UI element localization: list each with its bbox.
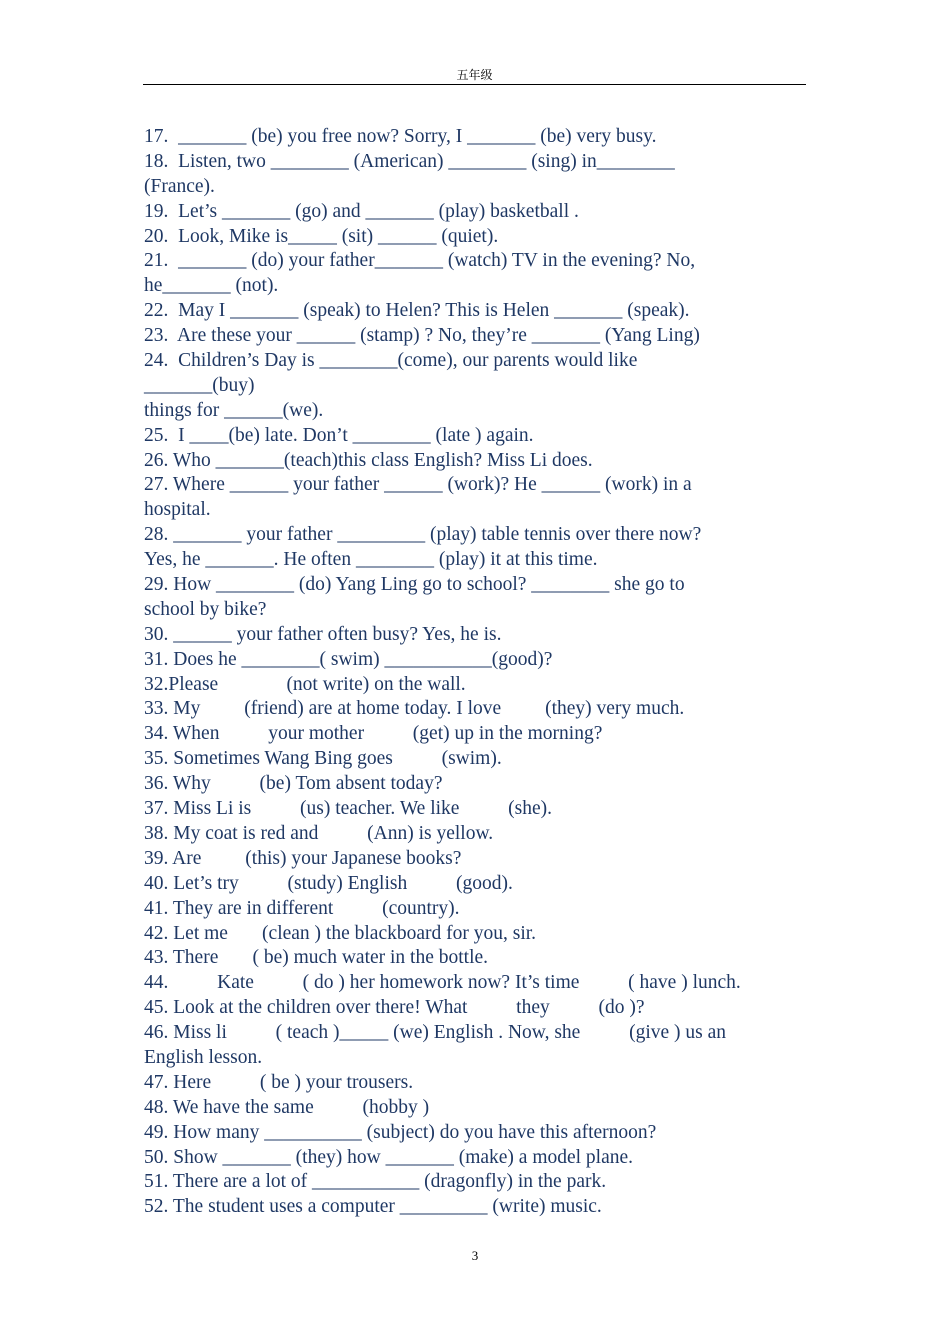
exercise-line: school by bike? xyxy=(144,598,267,620)
exercise-line: 33. My (friend) are at home today. I love (they) very much. xyxy=(144,698,685,720)
exercise-line: 45. Look at the children over there! What they (do )? xyxy=(144,997,645,1019)
page-number: 3 xyxy=(471,1248,479,1263)
exercise-line: 19. Let’s _______ (go) and _______ (play) basketball . xyxy=(144,200,579,222)
exercise-line: 51. There are a lot of ___________ (dragonfly) in the park. xyxy=(144,1171,607,1193)
exercise-line: things for ______(we). xyxy=(144,399,324,421)
exercise-line: 37. Miss Li is (us) teacher. We like (she). xyxy=(144,798,553,820)
exercise-line: 29. How ________ (do) Yang Ling go to school? ________ she go to xyxy=(144,574,685,596)
exercise-line: 49. How many __________ (subject) do you have this afternoon? xyxy=(144,1121,657,1143)
exercise-line: 23. Are these your ______ (stamp) ? No, they’re _______ (Yang Ling) xyxy=(144,325,700,347)
exercise-line: (France). xyxy=(144,175,215,197)
exercise-line: 24. Children’s Day is ________(come), our parents would like xyxy=(144,350,638,372)
exercise-line: 28. _______ your father _________ (play) table tennis over there now? xyxy=(144,524,702,546)
exercise-line: 44. Kate ( do ) her homework now? It’s time ( have ) lunch. xyxy=(144,972,741,994)
exercise-line: 21. _______ (do) your father_______ (watch) TV in the evening? No, xyxy=(144,250,696,272)
exercise-line: 30. ______ your father often busy? Yes, he is. xyxy=(144,623,502,645)
page-header-title: 五年级 xyxy=(456,68,493,82)
exercise-line: _______(buy) xyxy=(144,374,255,396)
exercise-line: 50. Show _______ (they) how _______ (make) a model plane. xyxy=(144,1146,634,1168)
exercise-line: 35. Sometimes Wang Bing goes (swim). xyxy=(144,748,502,770)
exercise-line: 48. We have the same (hobby ) xyxy=(144,1096,430,1118)
header-divider xyxy=(143,84,806,85)
exercise-line: Yes, he _______. He often ________ (play) it at this time. xyxy=(144,549,598,571)
exercise-line: 34. When your mother (get) up in the morning? xyxy=(144,723,603,745)
exercise-line: 20. Look, Mike is_____ (sit) ______ (quiet). xyxy=(144,225,499,247)
exercise-line: 25. I ____(be) late. Don’t ________ (late ) again. xyxy=(144,424,534,446)
exercise-line: 47. Here ( be ) your trousers. xyxy=(144,1071,414,1093)
exercise-list xyxy=(144,125,809,1220)
exercise-line: 32.Please (not write) on the wall. xyxy=(144,673,466,695)
exercise-line: 18. Listen, two ________ (American) ________ (sing) in________ xyxy=(144,150,675,172)
exercise-line: 41. They are in different (country). xyxy=(144,897,460,919)
exercise-line: 39. Are (this) your Japanese books? xyxy=(144,847,462,869)
exercise-line: English lesson. xyxy=(144,1046,263,1068)
exercise-line: 38. My coat is red and (Ann) is yellow. xyxy=(144,822,494,844)
exercise-line: hospital. xyxy=(144,499,211,521)
exercise-line: 17. _______ (be) you free now? Sorry, I _______ (be) very busy. xyxy=(144,126,657,147)
exercise-line: 27. Where ______ your father ______ (work)? He ______ (work) in a xyxy=(144,474,692,496)
exercise-line: 43. There ( be) much water in the bottle. xyxy=(144,947,489,969)
exercise-line: 42. Let me (clean ) the blackboard for you, sir. xyxy=(144,922,537,944)
exercise-line: 26. Who _______(teach)this class English? Miss Li does. xyxy=(144,449,593,471)
exercise-line: 31. Does he ________( swim) ___________(good)? xyxy=(144,648,553,670)
exercise-line: 40. Let’s try (study) English (good). xyxy=(144,872,513,894)
exercise-line: 36. Why (be) Tom absent today? xyxy=(144,773,443,795)
exercise-line: 46. Miss li ( teach )_____ (we) English . Now, she (give ) us an xyxy=(144,1022,727,1044)
exercise-line: he_______ (not). xyxy=(144,275,279,297)
exercise-line: 22. May I _______ (speak) to Helen? This is Helen _______ (speak). xyxy=(144,300,690,322)
exercise-line: 52. The student uses a computer _________ (write) music. xyxy=(144,1196,602,1218)
